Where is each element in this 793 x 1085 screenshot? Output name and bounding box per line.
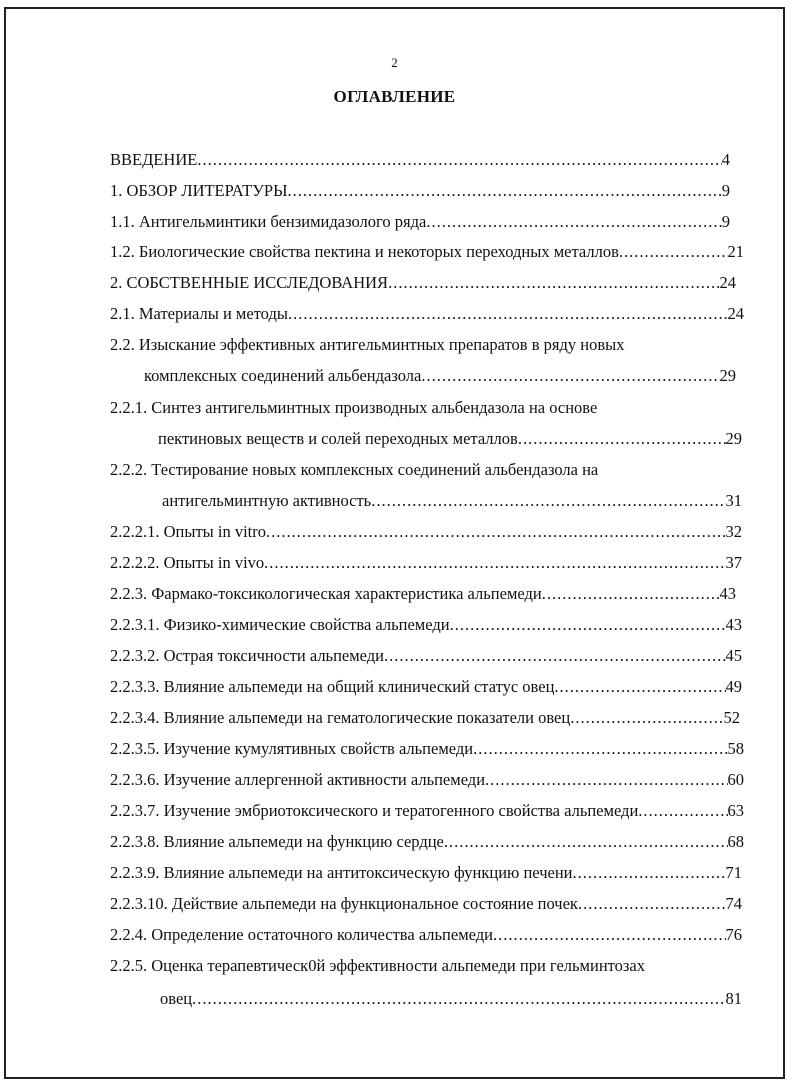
toc-entry-1-2 bbox=[110, 242, 744, 262]
toc-entry-2-1 bbox=[110, 304, 744, 324]
toc-entry-introduction bbox=[110, 150, 730, 170]
toc-entry-1-1 bbox=[110, 212, 730, 232]
toc-entry-2-2-3-10 bbox=[110, 894, 742, 914]
toc-entry-2-2-3-1 bbox=[110, 615, 742, 635]
toc-entry-continuation: пектиновых веществ и солей переходных металлов bbox=[158, 429, 518, 448]
toc-entry-page: 9 bbox=[721, 181, 730, 200]
toc-entry-page: 32 bbox=[725, 522, 742, 541]
toc-entry-text: 2.2.2. Тестирование новых комплексных соединений альбендазола на bbox=[110, 460, 599, 479]
toc-entry-page: 45 bbox=[725, 646, 742, 665]
toc-entry-page: 49 bbox=[725, 677, 742, 696]
toc-entry-text: 2.2.3.9. Влияние альпемеди на антитоксическую функцию печени bbox=[110, 863, 573, 882]
toc-entry-text: 2.2.3.2. Острая токсичности альпемеди bbox=[110, 646, 384, 665]
toc-entry-text: 2.2.3.5. Изучение кумулятивных свойств альпемеди bbox=[110, 739, 474, 758]
toc-entry-page: 21 bbox=[727, 242, 744, 261]
toc-entry-2-2-3-4 bbox=[110, 708, 740, 728]
toc-entry-page: 68 bbox=[727, 832, 744, 851]
toc-entry-2-2-line1 bbox=[110, 335, 624, 355]
toc-entry-text: 2.2.3.3. Влияние альпемеди на общий клинический статус овец bbox=[110, 677, 555, 696]
toc-entry-2-2-4 bbox=[110, 925, 742, 945]
toc-entry-2-2-5-line1 bbox=[110, 956, 645, 976]
toc-entry-2-2-line2 bbox=[144, 366, 736, 386]
toc-entry-2-2-3-2 bbox=[110, 646, 742, 666]
toc-entry-2-2-2-2 bbox=[110, 553, 742, 573]
toc-entry-text: 2.1. Материалы и методы bbox=[110, 304, 288, 323]
toc-entry-2-2-5-line2 bbox=[160, 989, 742, 1009]
toc-entry-page: 60 bbox=[727, 770, 744, 789]
toc-entry-2-2-2-line2 bbox=[162, 491, 742, 511]
toc-entry-2-2-3-8 bbox=[110, 832, 744, 852]
toc-entry-text: 2.2.3.7. Изучение эмбриотоксического и тератогенного свойства альпемеди bbox=[110, 801, 639, 820]
toc-entry-page: 74 bbox=[725, 894, 742, 913]
page-title: ОГЛАВЛЕНИЕ bbox=[333, 87, 456, 106]
toc-entry-text: 1. ОБЗОР ЛИТЕРАТУРЫ bbox=[110, 181, 288, 200]
toc-entry-own-research bbox=[110, 273, 736, 293]
page-number: 2 bbox=[391, 55, 398, 70]
toc-entry-text: 2.2.3.4. Влияние альпемеди на гематологические показатели овец bbox=[110, 708, 571, 727]
toc-entry-page: 4 bbox=[721, 150, 730, 169]
toc-entry-text: 2.2.5. Оценка терапевтическ0й эффективности альпемеди при гельминтозах bbox=[110, 956, 645, 975]
toc-entry-page: 37 bbox=[725, 553, 742, 572]
toc-entry-text: 2.2.3. Фармако-токсикологическая характеристика альпемеди bbox=[110, 584, 542, 603]
toc-entry-page: 24 bbox=[719, 273, 736, 292]
toc-entry-text: ВВЕДЕНИЕ bbox=[110, 150, 198, 169]
toc-entry-page: 71 bbox=[725, 863, 742, 882]
toc-entry-text: 2.2. Изыскание эффективных антигельминтных препаратов в ряду новых bbox=[110, 335, 625, 354]
toc-entry-text: 2. СОБСТВЕННЫЕ ИССЛЕДОВАНИЯ bbox=[110, 273, 389, 292]
toc-entry-page: 9 bbox=[721, 212, 730, 231]
toc-entry-text: 2.2.3.6. Изучение аллергенной активности альпемеди bbox=[110, 770, 486, 789]
toc-entry-continuation: овец bbox=[160, 989, 193, 1008]
toc-entry-page: 43 bbox=[719, 584, 736, 603]
toc-entry-2-2-3 bbox=[110, 584, 736, 604]
toc-entry-page: 58 bbox=[727, 739, 744, 758]
toc-entry-continuation: комплексных соединений альбендазола bbox=[144, 366, 422, 385]
toc-entry-page: 29 bbox=[719, 366, 736, 385]
toc-entry-page: 43 bbox=[725, 615, 742, 634]
toc-entry-page: 81 bbox=[725, 989, 742, 1008]
toc-entry-text: 2.2.4. Определение остаточного количества альпемеди bbox=[110, 925, 493, 944]
document-page bbox=[4, 7, 785, 1079]
toc-entry-page: 29 bbox=[725, 429, 742, 448]
toc-entry-page: 76 bbox=[725, 925, 742, 944]
toc-entry-2-2-3-6 bbox=[110, 770, 744, 790]
toc-entry-page: 63 bbox=[727, 801, 744, 820]
toc-entry-2-2-1-line1 bbox=[110, 398, 597, 418]
toc-entry-text: 1.2. Биологические свойства пектина и некоторых переходных металлов bbox=[110, 242, 619, 261]
toc-entry-text: 2.2.2.2. Опыты in vivo bbox=[110, 553, 265, 572]
toc-entry-continuation: антигельминтную активность bbox=[162, 491, 372, 510]
toc-entry-text: 2.2.3.8. Влияние альпемеди на функцию сердце bbox=[110, 832, 444, 851]
toc-entry-2-2-3-9 bbox=[110, 863, 742, 883]
toc-entry-text: 2.2.2.1. Опыты in vitro bbox=[110, 522, 267, 541]
toc-entry-2-2-2-1 bbox=[110, 522, 742, 542]
toc-entry-page: 52 bbox=[723, 708, 740, 727]
toc-entry-text: 2.2.3.1. Физико-химические свойства альпемеди bbox=[110, 615, 450, 634]
toc-entry-text: 2.2.1. Синтез антигельминтных производных альбендазола на основе bbox=[110, 398, 598, 417]
toc-entry-page: 31 bbox=[725, 491, 742, 510]
toc-entry-2-2-2-line1 bbox=[110, 460, 598, 480]
toc-entry-text: 2.2.3.10. Действие альпемеди на функциональное состояние почек bbox=[110, 894, 578, 913]
toc-entry-2-2-3-3 bbox=[110, 677, 742, 697]
toc-entry-literature-review bbox=[110, 181, 730, 201]
toc-entry-2-2-3-5 bbox=[110, 739, 744, 759]
toc-entry-page: 24 bbox=[727, 304, 744, 323]
toc-entry-text: 1.1. Антигельминтики бензимидазолого ряда bbox=[110, 212, 427, 231]
toc-entry-2-2-1-line2 bbox=[158, 429, 742, 449]
toc-entry-2-2-3-7 bbox=[110, 801, 744, 821]
